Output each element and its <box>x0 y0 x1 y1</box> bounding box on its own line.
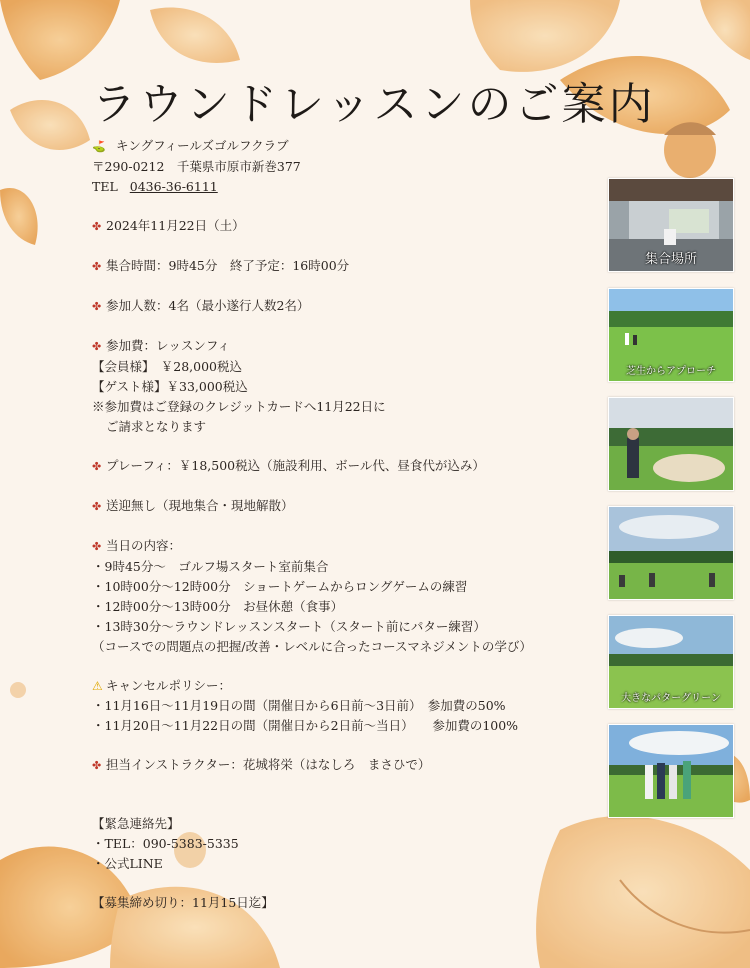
tel-label: TEL <box>92 179 118 194</box>
maple-leaf-icon: ✤ <box>92 460 102 473</box>
play-fee-text: プレーフィ：￥18,500税込（施設利用、ボール代、昼食代が込み） <box>106 458 485 473</box>
contact-heading: 【緊急連絡先】 <box>92 816 180 831</box>
transport-text: 送迎無し（現地集合・現地解散） <box>106 498 294 513</box>
schedule-item: （コースでの問題点の把握/改善・レベルに合ったコースマネジメントの学び） <box>92 639 532 654</box>
play-fee <box>92 456 612 477</box>
maple-leaf-icon: ✤ <box>92 540 102 553</box>
contact-line[interactable]: ・公式LINE <box>92 856 163 871</box>
meeting-time <box>92 256 612 277</box>
photo-caption: 集合場所 <box>644 252 697 267</box>
maple-leaf-icon: ✤ <box>92 340 102 353</box>
schedule-item: ・9時45分～ ゴルフ場スタート室前集合 <box>92 559 329 574</box>
schedule-heading-text: 当日の内容： <box>106 538 182 553</box>
event-date-text: 2024年11月22日（土） <box>106 218 245 233</box>
event-details <box>92 136 612 913</box>
maple-leaf-icon: ✤ <box>92 260 102 273</box>
club-name-line <box>92 136 612 157</box>
page-title: ラウンドレッスンのご案内 <box>92 79 656 130</box>
club-tel-line <box>92 177 612 197</box>
schedule-item: ・13時30分～ラウンドレッスンスタート（スタート前にパター練習） <box>92 619 486 634</box>
golf-flag-icon: ⛳ <box>92 140 106 153</box>
event-date <box>92 216 612 237</box>
fee-guest: 【ゲスト様】￥33,000税込 <box>92 379 248 394</box>
warning-icon: ⚠ <box>92 679 103 693</box>
maple-leaf-icon: ✤ <box>92 300 102 313</box>
photo-range <box>608 506 734 600</box>
fee-note-cont: ご請求となります <box>106 419 207 434</box>
instructor <box>92 755 612 776</box>
photo-caption: 芝生からアプローチ <box>626 366 716 377</box>
fee-heading <box>92 336 612 357</box>
photo-approach <box>608 288 734 382</box>
contact-tel[interactable]: ・TEL：090-5383-5335 <box>92 836 239 851</box>
participants <box>92 296 612 317</box>
photo-putting-green <box>608 615 734 709</box>
photo-caption: 大きなパターグリーン <box>621 693 721 704</box>
cancel-heading-text: キャンセルポリシー： <box>106 678 232 693</box>
deadline: 【募集締め切り：11月15日迄】 <box>92 895 274 910</box>
maple-leaf-icon: ✤ <box>92 220 102 233</box>
photo-group <box>608 724 734 818</box>
maple-leaf-icon: ✤ <box>92 759 102 772</box>
maple-leaf-icon: ✤ <box>92 500 102 513</box>
schedule-heading <box>92 536 612 557</box>
instructor-text: 担当インストラクター：花城将栄（はなしろ まさひで） <box>106 757 431 772</box>
club-name: キングフィールズゴルフクラブ <box>116 138 289 153</box>
participants-text: 参加人数：4名（最小遂行人数2名） <box>106 298 310 313</box>
schedule-item: ・10時00分～12時00分 ショートゲームからロングゲームの練習 <box>92 579 468 594</box>
photo-meeting-place <box>608 178 734 272</box>
fee-member: 【会員様】 ￥28,000税込 <box>92 359 242 374</box>
photo-bunker <box>608 397 734 491</box>
cancel-item: ・11月20日～11月22日の間（開催日から2日前～当日） 参加費の100% <box>92 718 519 733</box>
fee-heading-text: 参加費：レッスンフィ <box>106 338 230 353</box>
meeting-time-text: 集合時間：9時45分 終了予定：16時00分 <box>106 258 350 273</box>
cancel-heading <box>92 676 612 696</box>
cancel-item: ・11月16日～11月19日の間（開催日から6日前～3日前） 参加費の50% <box>92 698 506 713</box>
fee-note: ※参加費はご登録のクレジットカードへ11月22日に <box>92 399 386 414</box>
club-address: 〒290-0212 千葉県市原市新巻377 <box>92 159 301 174</box>
schedule-item: ・12時00分～13時00分 お昼休憩（食事） <box>92 599 344 614</box>
transport <box>92 496 612 517</box>
club-tel-link[interactable]: 0436-36-6111 <box>129 179 218 194</box>
